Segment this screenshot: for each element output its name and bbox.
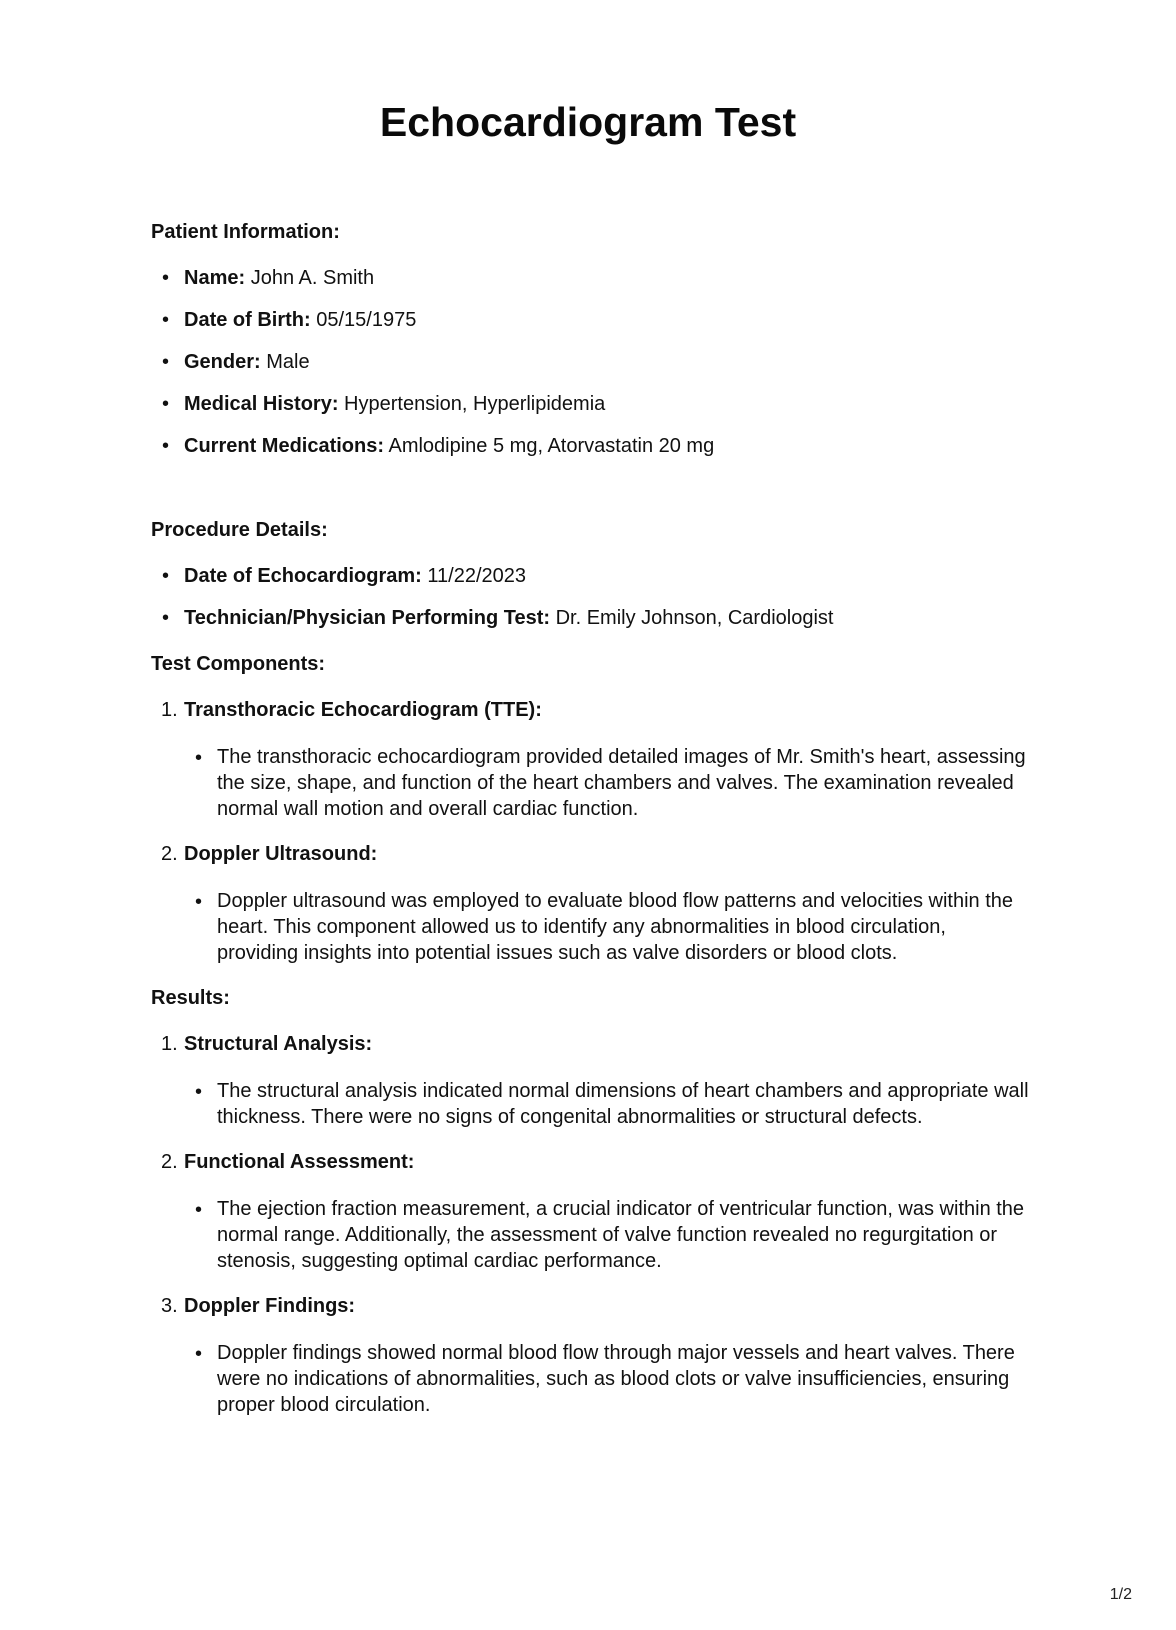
item-number: 3.	[161, 1295, 178, 1317]
result-structural-title	[151, 1030, 1031, 1058]
field-label: Gender:	[184, 351, 261, 373]
field-value: John A. Smith	[250, 267, 375, 289]
item-number: 1.	[161, 1033, 178, 1055]
item-text: Doppler ultrasound was employed to evaluate blood flow patterns and velocities within the heart. This component allowed us to identify any abnormalities in blood circulation, providing insights into potential issues such as valve disorders or blood clots.	[217, 890, 1014, 964]
item-title: Transthoracic Echocardiogram (TTE):	[184, 699, 542, 721]
bullet-icon: •	[162, 393, 170, 415]
item-number: 2.	[161, 843, 178, 865]
result-structural-description	[184, 1078, 1031, 1130]
item-number: 1.	[161, 699, 178, 721]
bullet-icon: •	[162, 435, 170, 457]
item-title: Structural Analysis:	[184, 1033, 373, 1055]
document-title: Echocardiogram Test	[379, 99, 797, 145]
component-doppler-title	[151, 840, 1031, 868]
item-text: The ejection fraction measurement, a crucial indicator of ventricular function, was within the normal range. Additionally, the assessment of valve function revealed no regurgitation or stenosis, suggesting optimal cardiac performance.	[217, 1198, 1025, 1272]
field-value: Dr. Emily Johnson, Cardiologist	[555, 607, 834, 629]
field-value: Amlodipine 5 mg, Atorvastatin 20 mg	[388, 435, 715, 457]
results-heading: Results:	[151, 987, 230, 1009]
bullet-icon: •	[162, 607, 170, 629]
bullet-icon: •	[162, 309, 170, 331]
patient-history-item	[151, 390, 1031, 418]
item-text: The transthoracic echocardiogram provided detailed images of Mr. Smith's heart, assessing the size, shape, and function of the heart chambers and valves. The examination revealed normal wall motion and overall cardiac function.	[217, 746, 1026, 820]
component-tte-title	[151, 696, 1031, 724]
bullet-icon: •	[162, 565, 170, 587]
patient-info-heading: Patient Information:	[151, 221, 340, 243]
bullet-icon: •	[162, 267, 170, 289]
item-title: Doppler Ultrasound:	[184, 843, 378, 865]
item-text: The structural analysis indicated normal dimensions of heart chambers and appropriate wall thickness. There were no signs of congenital abnormalities or structural defects.	[217, 1080, 1029, 1128]
bullet-icon: •	[195, 1081, 203, 1103]
patient-medications-item	[151, 432, 1031, 460]
field-label: Name:	[184, 267, 246, 289]
field-label: Medical History:	[184, 393, 339, 415]
bullet-icon: •	[162, 351, 170, 373]
procedure-details-heading: Procedure Details:	[151, 519, 328, 541]
patient-name-item	[151, 264, 1031, 292]
patient-gender-item	[151, 348, 1031, 376]
test-components-heading: Test Components:	[151, 653, 326, 675]
item-title: Functional Assessment:	[184, 1151, 415, 1173]
bullet-icon: •	[195, 1199, 203, 1221]
result-doppler-title	[151, 1292, 1031, 1320]
patient-dob-item	[151, 306, 1031, 334]
procedure-details-list	[151, 562, 1031, 632]
field-value: Hypertension, Hyperlipidemia	[344, 393, 606, 415]
field-value: 11/22/2023	[427, 565, 527, 587]
bullet-icon: •	[195, 891, 203, 913]
field-label: Technician/Physician Performing Test:	[184, 607, 551, 629]
field-label: Date of Echocardiogram:	[184, 565, 422, 587]
bullet-icon: •	[195, 747, 203, 769]
result-functional-description	[184, 1196, 1031, 1274]
procedure-physician-item	[151, 604, 1031, 632]
item-title: Doppler Findings:	[184, 1295, 356, 1317]
component-doppler-description	[184, 888, 1031, 966]
field-value: Male	[266, 351, 310, 373]
document-body	[151, 218, 1031, 1418]
field-value: 05/15/1975	[316, 309, 417, 331]
field-label: Date of Birth:	[184, 309, 311, 331]
page-number: 1/2	[1109, 1586, 1132, 1603]
patient-info-list	[151, 264, 1031, 460]
bullet-icon: •	[195, 1343, 203, 1365]
result-doppler-description	[184, 1340, 1031, 1418]
item-number: 2.	[161, 1151, 178, 1173]
procedure-date-item	[151, 562, 1031, 590]
component-tte-description	[184, 744, 1031, 822]
result-functional-title	[151, 1148, 1031, 1176]
field-label: Current Medications:	[184, 435, 385, 457]
item-text: Doppler findings showed normal blood flow through major vessels and heart valves. There were no indications of abnormalities, such as blood clots or valve insufficiencies, ensuring proper blood circulation.	[217, 1342, 1015, 1416]
